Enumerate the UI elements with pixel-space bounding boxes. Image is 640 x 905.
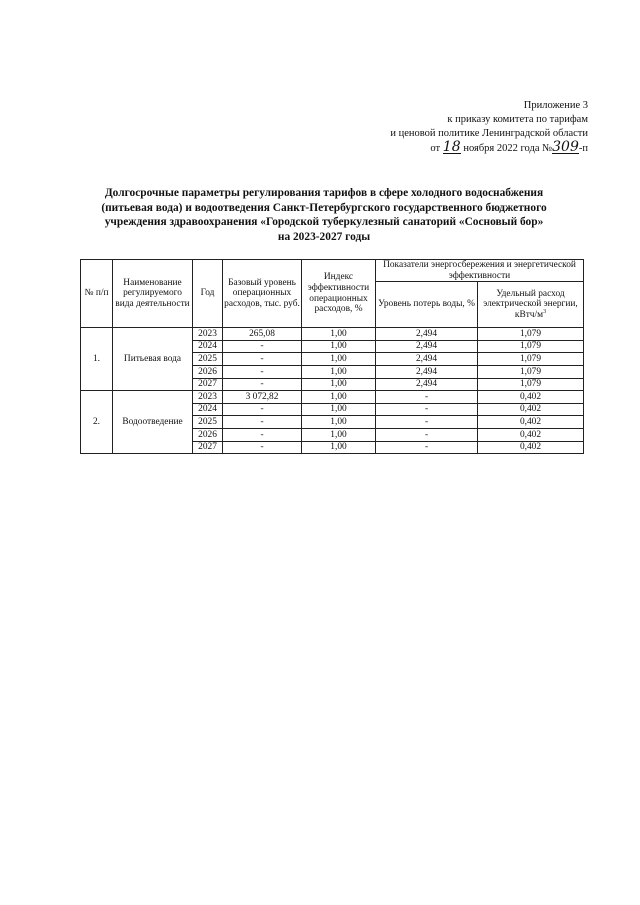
header-base-costs: Базовый уровень операционных расходов, тыс. руб. [223,260,302,328]
cell-year: 2023 [193,328,223,341]
cell-specific: 1,079 [478,365,584,378]
cell-year: 2026 [193,365,223,378]
row-num: 1. [81,328,113,391]
cell-specific: 1,079 [478,340,584,353]
cell-year: 2025 [193,353,223,366]
cell-base: - [223,441,302,454]
appendix-date-line [390,141,588,156]
cell-base: - [223,378,302,391]
document-title [84,186,564,244]
cell-base: - [223,403,302,416]
row-activity: Питьевая вода [113,328,193,391]
cell-losses: 2,494 [376,353,478,366]
header-water-losses: Уровень потерь воды, % [376,282,478,328]
cell-base: 265,08 [223,328,302,341]
cell-year: 2027 [193,378,223,391]
header-year: Год [193,260,223,328]
cell-base: - [223,365,302,378]
cell-index: 1,00 [302,378,376,391]
header-specific-consumption [478,282,584,328]
header-num: № п/п [81,260,113,328]
appendix-line-2: к приказу комитета по тарифам [447,114,588,125]
cell-year: 2024 [193,340,223,353]
cell-losses: - [376,428,478,441]
cell-base: 3 072,82 [223,391,302,404]
cell-index: 1,00 [302,403,376,416]
appendix-line-3: и ценовой политике Ленинградской области [390,128,588,139]
cell-index: 1,00 [302,391,376,404]
cell-index: 1,00 [302,353,376,366]
header-efficiency-index: Индекс эффективности операционных расходов, % [302,260,376,328]
table-row [81,328,584,341]
row-activity: Водоотведение [113,391,193,454]
cell-losses: 2,494 [376,378,478,391]
cell-losses: - [376,403,478,416]
header-specific-sup: 3 [543,308,547,315]
cell-specific: 1,079 [478,353,584,366]
title-line-2: (питьевая вода) и водоотведения Санкт-Петербургского государственного бюджетного [101,201,547,214]
cell-specific: 0,402 [478,391,584,404]
cell-specific: 1,079 [478,328,584,341]
cell-specific: 0,402 [478,403,584,416]
date-month-year: ноября 2022 года № [463,143,553,154]
order-number-suffix: -п [578,143,588,154]
cell-index: 1,00 [302,365,376,378]
appendix-block [390,99,588,156]
title-line-1: Долгосрочные параметры регулирования тарифов в сфере холодного водоснабжения [104,187,544,199]
cell-specific: 1,079 [478,378,584,391]
cell-base: - [223,340,302,353]
cell-specific: 0,402 [478,441,584,454]
cell-specific: 0,402 [478,428,584,441]
header-energy-group: Показатели энергосбережения и энергетической эффективности [376,260,584,282]
cell-base: - [223,353,302,366]
cell-index: 1,00 [302,428,376,441]
cell-specific: 0,402 [478,416,584,429]
cell-index: 1,00 [302,441,376,454]
row-num: 2. [81,391,113,454]
cell-losses: 2,494 [376,365,478,378]
cell-base: - [223,416,302,429]
date-day: 18 [442,139,461,155]
appendix-line-1: Приложение 3 [523,100,588,111]
table-row [81,391,584,404]
cell-year: 2027 [193,441,223,454]
cell-base: - [223,428,302,441]
cell-year: 2024 [193,403,223,416]
title-line-4: на 2023-2027 годы [277,230,371,243]
cell-year: 2026 [193,428,223,441]
title-line-3: учреждения здравоохранения «Городской туберкулезный санаторий «Сосновый бор» [104,216,544,229]
cell-year: 2023 [193,391,223,404]
cell-losses: 2,494 [376,340,478,353]
header-specific-text: Удельный расход электрической энергии, кВтч/м [483,288,578,320]
cell-year: 2025 [193,416,223,429]
cell-losses: 2,494 [376,328,478,341]
cell-index: 1,00 [302,340,376,353]
cell-index: 1,00 [302,328,376,341]
header-activity: Наименование регулируемого вида деятельности [113,260,193,328]
cell-losses: - [376,441,478,454]
cell-losses: - [376,391,478,404]
parameters-table [80,259,584,454]
order-number: 309 [552,139,579,155]
cell-index: 1,00 [302,416,376,429]
date-prefix: от [430,143,441,154]
cell-losses: - [376,416,478,429]
